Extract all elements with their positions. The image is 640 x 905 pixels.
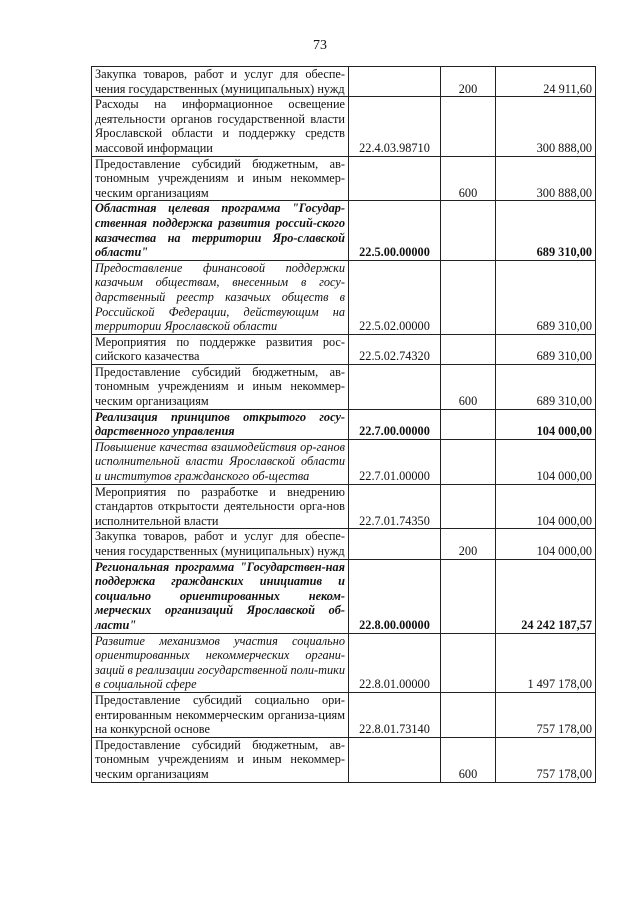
budget-table (91, 66, 596, 783)
row-name-cell: Предоставление субсидий бюджетным, ав-тономным учреждениям и иным некоммер-ческим организациям (92, 737, 349, 782)
row-name-cell: Предоставление субсидий социально ори-ентированным некоммерческим организа-циям на конкурсной основе (92, 692, 349, 737)
row-amount-cell: 104 000,00 (496, 409, 596, 439)
page-number: 73 (313, 38, 327, 53)
row-amount-cell: 104 000,00 (496, 529, 596, 559)
row-code-cell: 22.5.02.00000 (349, 260, 441, 334)
row-amount-cell: 300 888,00 (496, 156, 596, 201)
table-row (92, 97, 596, 156)
table-row (92, 692, 596, 737)
row-amount-cell: 689 310,00 (496, 334, 596, 364)
row-code-cell (349, 156, 441, 201)
row-amount-cell: 757 178,00 (496, 692, 596, 737)
row-name-cell: Предоставление финансовой поддержки казачьим обществам, внесенным в госу-дарственный реестр казачьих обществ в Российской Федерации, действующим на территории Ярославской области (92, 260, 349, 334)
row-name-cell: Закупка товаров, работ и услуг для обеспе-чения государственных (муниципальных) нужд (92, 67, 349, 97)
table-row (92, 364, 596, 409)
table-row (92, 334, 596, 364)
row-name-cell: Мероприятия по поддержке развития рос-сийского казачества (92, 334, 349, 364)
row-amount-cell: 1 497 178,00 (496, 633, 596, 692)
row-expense-type-cell (441, 97, 496, 156)
row-expense-type-cell (441, 409, 496, 439)
row-amount-cell: 689 310,00 (496, 260, 596, 334)
table-row (92, 67, 596, 97)
row-expense-type-cell (441, 633, 496, 692)
row-expense-type-cell (441, 692, 496, 737)
row-amount-cell: 24 242 187,57 (496, 559, 596, 633)
row-code-cell: 22.8.01.00000 (349, 633, 441, 692)
row-name-cell: Развитие механизмов участия социально ориентированных некоммерческих органи-заций в реализации государственной поли-тики в социальной сфере (92, 633, 349, 692)
row-amount-cell: 24 911,60 (496, 67, 596, 97)
row-name-cell: Предоставление субсидий бюджетным, ав-тономным учреждениям и иным некоммер-ческим организациям (92, 364, 349, 409)
row-name-cell: Мероприятия по разработке и внедрению стандартов открытости деятельности орга-нов исполнительной власти (92, 484, 349, 529)
row-expense-type-cell (441, 201, 496, 260)
row-expense-type-cell: 600 (441, 156, 496, 201)
table-row (92, 260, 596, 334)
row-code-cell: 22.7.01.74350 (349, 484, 441, 529)
row-expense-type-cell (441, 439, 496, 484)
row-amount-cell: 757 178,00 (496, 737, 596, 782)
row-name-cell: Реализация принципов открытого госу-дарственного управления (92, 409, 349, 439)
row-amount-cell: 104 000,00 (496, 484, 596, 529)
row-code-cell (349, 364, 441, 409)
row-code-cell (349, 737, 441, 782)
row-name-cell: Повышение качества взаимодействия ор-ганов исполнительной власти Ярославской области и институтов гражданского об-щества (92, 439, 349, 484)
row-amount-cell: 300 888,00 (496, 97, 596, 156)
row-code-cell: 22.8.00.00000 (349, 559, 441, 633)
row-name-cell: Расходы на информационное освещение деятельности органов государственной власти Ярославской области и поддержку средств массовой информации (92, 97, 349, 156)
row-expense-type-cell (441, 484, 496, 529)
table-row (92, 484, 596, 529)
table-row (92, 529, 596, 559)
row-amount-cell: 104 000,00 (496, 439, 596, 484)
row-code-cell (349, 529, 441, 559)
row-code-cell: 22.5.02.74320 (349, 334, 441, 364)
row-amount-cell: 689 310,00 (496, 201, 596, 260)
row-name-cell: Закупка товаров, работ и услуг для обеспе-чения государственных (муниципальных) нужд (92, 529, 349, 559)
table-row (92, 439, 596, 484)
table-row (92, 737, 596, 782)
row-code-cell (349, 67, 441, 97)
row-expense-type-cell (441, 334, 496, 364)
row-code-cell: 22.7.00.00000 (349, 409, 441, 439)
row-expense-type-cell: 600 (441, 364, 496, 409)
table-row (92, 409, 596, 439)
row-code-cell: 22.4.03.98710 (349, 97, 441, 156)
row-expense-type-cell (441, 260, 496, 334)
row-name-cell: Предоставление субсидий бюджетным, ав-тономным учреждениям и иным некоммер-ческим организациям (92, 156, 349, 201)
row-amount-cell: 689 310,00 (496, 364, 596, 409)
table-row (92, 633, 596, 692)
row-expense-type-cell: 200 (441, 67, 496, 97)
row-expense-type-cell (441, 559, 496, 633)
row-code-cell: 22.8.01.73140 (349, 692, 441, 737)
table-row (92, 559, 596, 633)
row-code-cell: 22.7.01.00000 (349, 439, 441, 484)
budget-table-body (92, 67, 596, 783)
row-expense-type-cell: 600 (441, 737, 496, 782)
table-row (92, 156, 596, 201)
row-expense-type-cell: 200 (441, 529, 496, 559)
table-row (92, 201, 596, 260)
row-name-cell: Областная целевая программа "Государ-ственная поддержка развития россий-ского казачества на территории Яро-славской области" (92, 201, 349, 260)
row-name-cell: Региональная программа "Государствен-ная поддержка гражданских инициатив и социально ориентированных неком-мерческих организаций Ярославской об-ласти" (92, 559, 349, 633)
row-code-cell: 22.5.00.00000 (349, 201, 441, 260)
